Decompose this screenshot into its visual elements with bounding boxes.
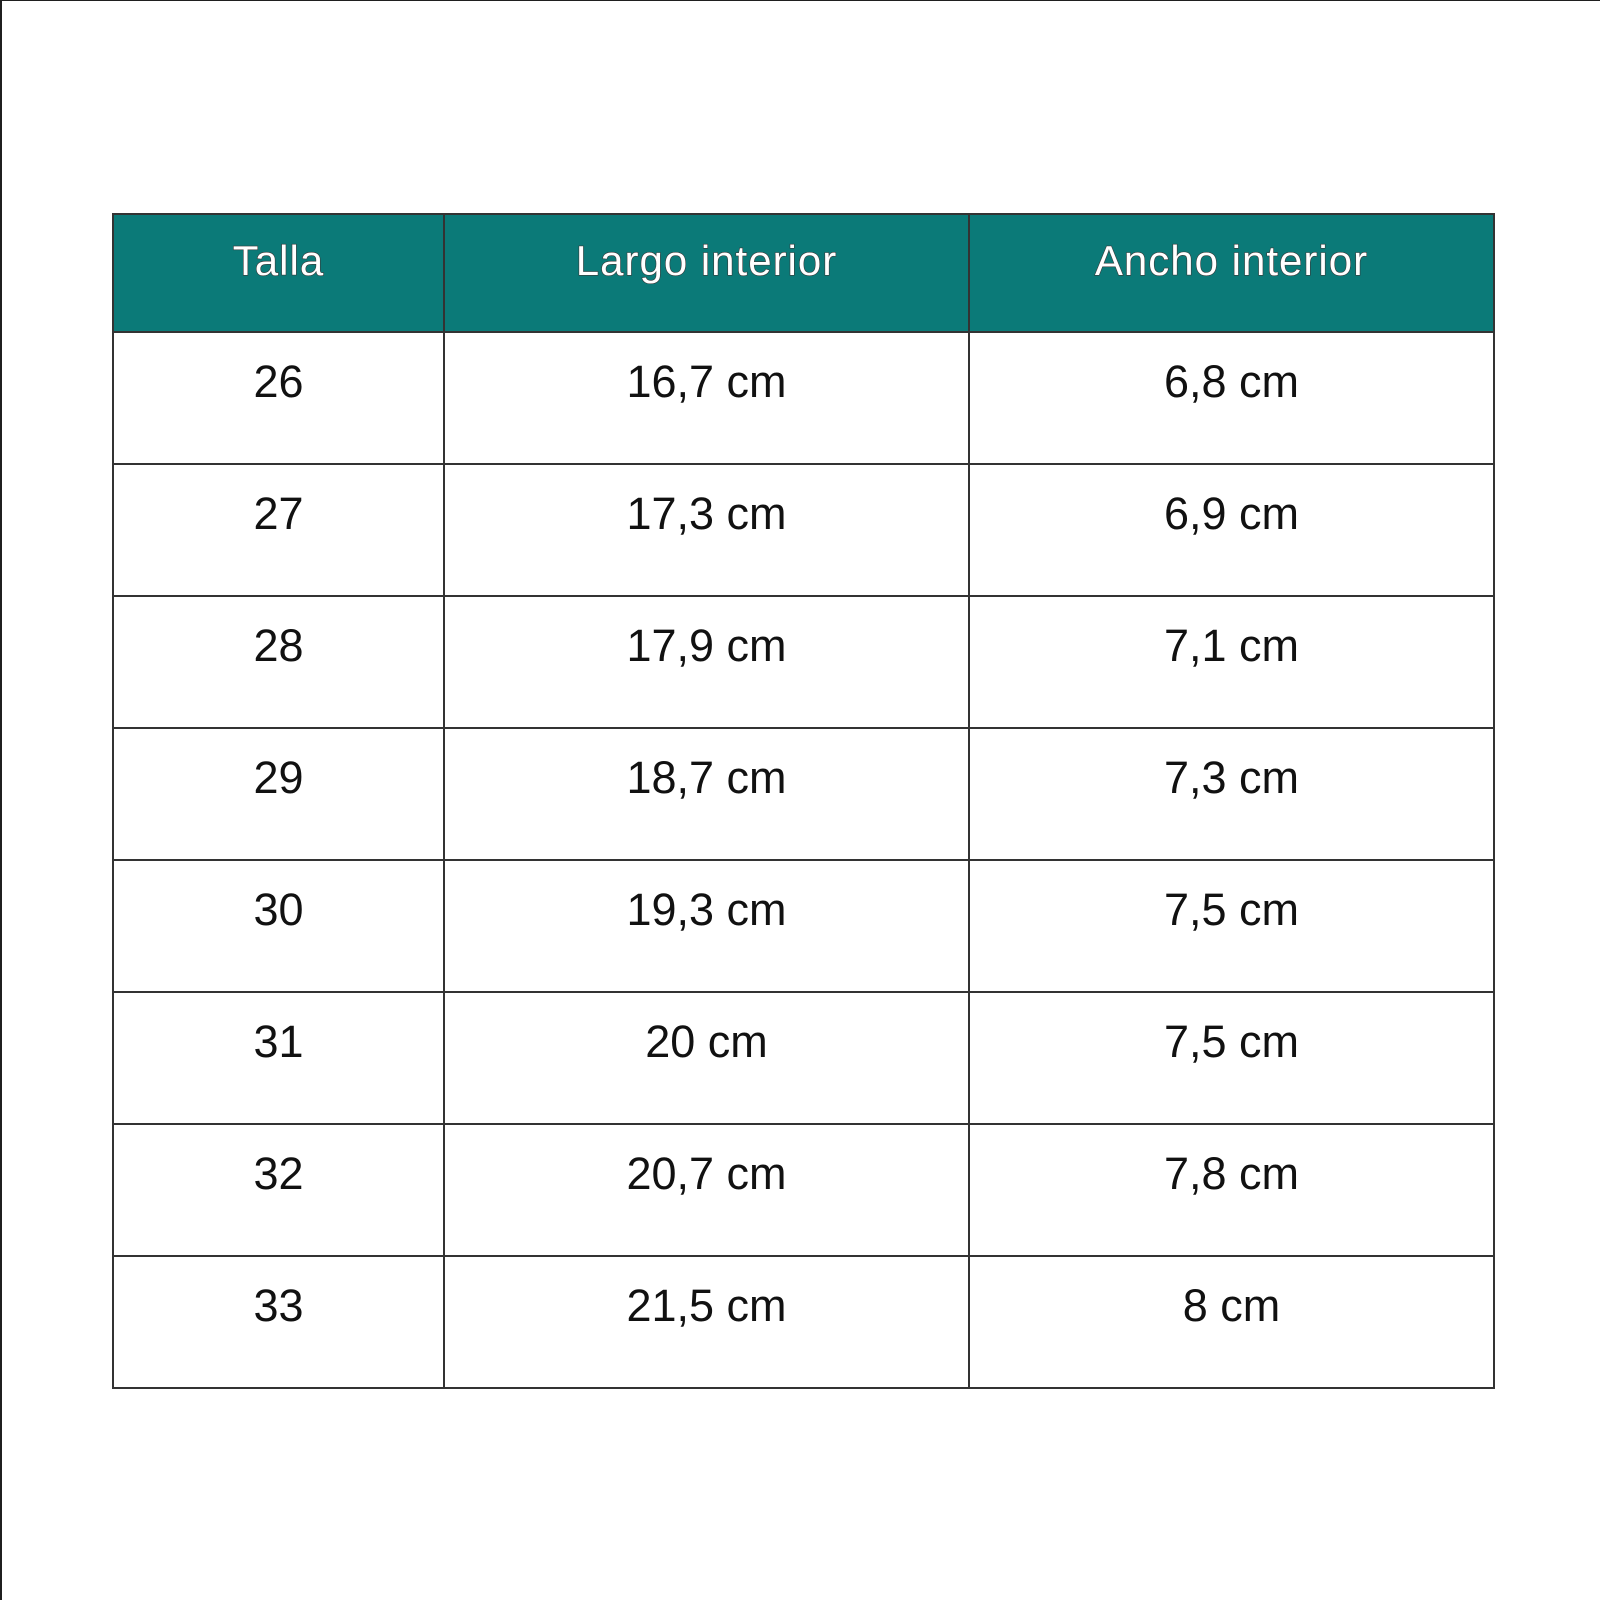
table-row xyxy=(113,728,1494,860)
cell-largo-interior: 17,9 cm xyxy=(444,596,969,728)
cell-largo-interior: 19,3 cm xyxy=(444,860,969,992)
cell-ancho-interior: 7,1 cm xyxy=(969,596,1494,728)
table-header xyxy=(113,214,1494,332)
cell-ancho-interior: 8 cm xyxy=(969,1256,1494,1388)
cell-talla: 26 xyxy=(113,332,444,464)
cell-largo-interior: 16,7 cm xyxy=(444,332,969,464)
size-chart-table xyxy=(112,213,1495,1389)
table-body xyxy=(113,332,1494,1388)
cell-talla: 32 xyxy=(113,1124,444,1256)
table-row xyxy=(113,464,1494,596)
cell-largo-interior: 17,3 cm xyxy=(444,464,969,596)
header-cell-ancho-interior: Ancho interior xyxy=(969,214,1494,332)
cell-ancho-interior: 6,8 cm xyxy=(969,332,1494,464)
cell-talla: 31 xyxy=(113,992,444,1124)
header-row xyxy=(113,214,1494,332)
cell-ancho-interior: 7,5 cm xyxy=(969,860,1494,992)
header-cell-largo-interior: Largo interior xyxy=(444,214,969,332)
cell-largo-interior: 21,5 cm xyxy=(444,1256,969,1388)
cell-largo-interior: 18,7 cm xyxy=(444,728,969,860)
cell-ancho-interior: 7,8 cm xyxy=(969,1124,1494,1256)
cell-largo-interior: 20 cm xyxy=(444,992,969,1124)
cell-talla: 29 xyxy=(113,728,444,860)
cell-talla: 30 xyxy=(113,860,444,992)
cell-talla: 28 xyxy=(113,596,444,728)
cell-ancho-interior: 6,9 cm xyxy=(969,464,1494,596)
header-cell-talla: Talla xyxy=(113,214,444,332)
table-row xyxy=(113,596,1494,728)
table-row xyxy=(113,860,1494,992)
cell-talla: 33 xyxy=(113,1256,444,1388)
cell-largo-interior: 20,7 cm xyxy=(444,1124,969,1256)
table-row xyxy=(113,1124,1494,1256)
cell-ancho-interior: 7,3 cm xyxy=(969,728,1494,860)
cell-talla: 27 xyxy=(113,464,444,596)
table-row xyxy=(113,332,1494,464)
table-row xyxy=(113,1256,1494,1388)
cell-ancho-interior: 7,5 cm xyxy=(969,992,1494,1124)
table-row xyxy=(113,992,1494,1124)
